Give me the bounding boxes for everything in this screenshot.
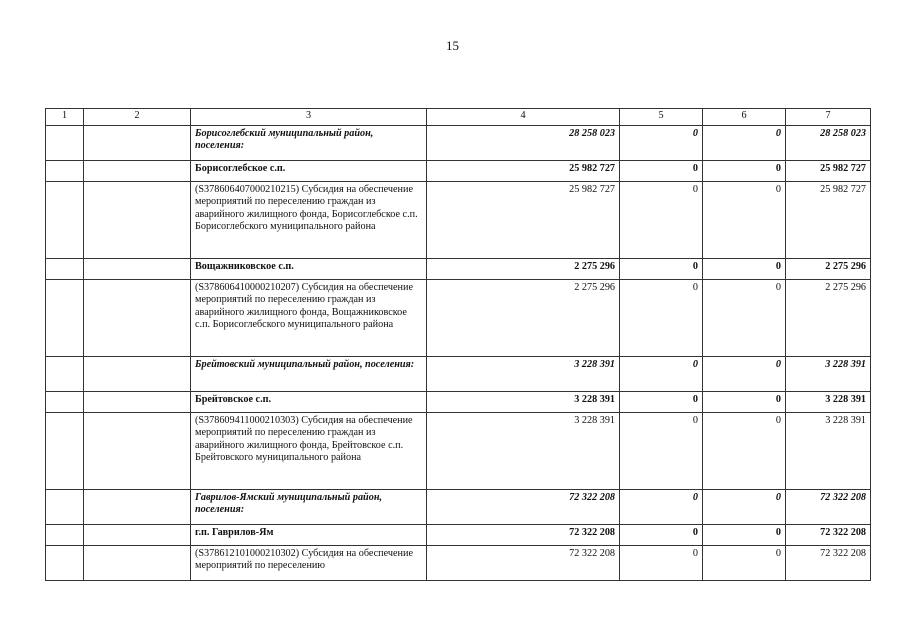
table-row	[46, 182, 871, 259]
cell-col7-amount: 3 228 391	[786, 392, 871, 413]
table-row	[46, 280, 871, 357]
cell-description: (S378612101000210302) Субсидия на обеспечение мероприятий по переселению	[191, 546, 427, 581]
cell-col5-amount: 0	[620, 413, 703, 490]
cell-col7-amount: 2 275 296	[786, 259, 871, 280]
cell-col1	[46, 392, 84, 413]
cell-col7-amount: 25 982 727	[786, 182, 871, 259]
table-header	[46, 109, 871, 126]
table-body	[46, 126, 871, 581]
cell-col1	[46, 259, 84, 280]
cell-col6-amount: 0	[703, 357, 786, 392]
cell-description: (S378606410000210207) Субсидия на обеспечение мероприятий по переселению граждан из аварийного жилищного фонда, Вощажниковское с.п. Борисоглебского муниципального района	[191, 280, 427, 357]
table-row	[46, 392, 871, 413]
cell-col1	[46, 126, 84, 161]
cell-col6-amount: 0	[703, 259, 786, 280]
cell-col7-amount: 72 322 208	[786, 546, 871, 581]
column-header-6: 6	[703, 109, 786, 126]
cell-col6-amount: 0	[703, 182, 786, 259]
cell-col4-amount: 28 258 023	[427, 126, 620, 161]
cell-col2	[84, 392, 191, 413]
table-row	[46, 357, 871, 392]
cell-col4-amount: 3 228 391	[427, 392, 620, 413]
cell-col1	[46, 546, 84, 581]
cell-col7-amount: 72 322 208	[786, 525, 871, 546]
column-header-4: 4	[427, 109, 620, 126]
cell-col5-amount: 0	[620, 161, 703, 182]
cell-col6-amount: 0	[703, 413, 786, 490]
column-header-7: 7	[786, 109, 871, 126]
cell-col5-amount: 0	[620, 259, 703, 280]
cell-col1	[46, 413, 84, 490]
cell-col4-amount: 2 275 296	[427, 259, 620, 280]
cell-col2	[84, 357, 191, 392]
cell-description: Брейтовское с.п.	[191, 392, 427, 413]
cell-col2	[84, 280, 191, 357]
cell-col1	[46, 182, 84, 259]
cell-col2	[84, 525, 191, 546]
cell-description: Борисоглебский муниципальный район, поселения:	[191, 126, 427, 161]
cell-col5-amount: 0	[620, 392, 703, 413]
column-header-2: 2	[84, 109, 191, 126]
budget-table	[45, 108, 871, 581]
cell-col6-amount: 0	[703, 126, 786, 161]
cell-description: (S378606407000210215) Субсидия на обеспечение мероприятий по переселению граждан из аварийного жилищного фонда, Борисоглебское с.п. Борисоглебского муниципального района	[191, 182, 427, 259]
header-row	[46, 109, 871, 126]
cell-col4-amount: 2 275 296	[427, 280, 620, 357]
cell-description: Вощажниковское с.п.	[191, 259, 427, 280]
cell-description: Гаврилов-Ямский муниципальный район, поселения:	[191, 490, 427, 525]
page-number: 15	[446, 38, 459, 53]
table-row	[46, 525, 871, 546]
cell-col4-amount: 72 322 208	[427, 490, 620, 525]
cell-col6-amount: 0	[703, 490, 786, 525]
cell-col5-amount: 0	[620, 525, 703, 546]
cell-col7-amount: 25 982 727	[786, 161, 871, 182]
cell-col7-amount: 72 322 208	[786, 490, 871, 525]
cell-col6-amount: 0	[703, 161, 786, 182]
cell-col6-amount: 0	[703, 525, 786, 546]
cell-col2	[84, 126, 191, 161]
cell-col2	[84, 182, 191, 259]
cell-col6-amount: 0	[703, 280, 786, 357]
cell-description: (S378609411000210303) Субсидия на обеспечение мероприятий по переселению граждан из аварийного жилищного фонда, Брейтовское с.п. Брейтовского муниципального района	[191, 413, 427, 490]
table-row	[46, 413, 871, 490]
cell-col1	[46, 525, 84, 546]
cell-col2	[84, 413, 191, 490]
column-header-1: 1	[46, 109, 84, 126]
cell-col1	[46, 280, 84, 357]
cell-col4-amount: 3 228 391	[427, 357, 620, 392]
table-row	[46, 259, 871, 280]
cell-description: Брейтовский муниципальный район, поселения:	[191, 357, 427, 392]
cell-col5-amount: 0	[620, 126, 703, 161]
table-row	[46, 161, 871, 182]
cell-col1	[46, 490, 84, 525]
cell-col1	[46, 161, 84, 182]
cell-col2	[84, 161, 191, 182]
cell-col5-amount: 0	[620, 182, 703, 259]
cell-col4-amount: 72 322 208	[427, 525, 620, 546]
cell-col6-amount: 0	[703, 546, 786, 581]
cell-col4-amount: 72 322 208	[427, 546, 620, 581]
table-row	[46, 126, 871, 161]
cell-col1	[46, 357, 84, 392]
cell-col2	[84, 546, 191, 581]
cell-col2	[84, 259, 191, 280]
cell-col6-amount: 0	[703, 392, 786, 413]
cell-description: Борисоглебское с.п.	[191, 161, 427, 182]
cell-col5-amount: 0	[620, 546, 703, 581]
cell-col7-amount: 28 258 023	[786, 126, 871, 161]
cell-col5-amount: 0	[620, 357, 703, 392]
cell-col5-amount: 0	[620, 280, 703, 357]
cell-col7-amount: 2 275 296	[786, 280, 871, 357]
cell-description: г.п. Гаврилов-Ям	[191, 525, 427, 546]
cell-col2	[84, 490, 191, 525]
cell-col7-amount: 3 228 391	[786, 413, 871, 490]
cell-col4-amount: 25 982 727	[427, 161, 620, 182]
table-row	[46, 490, 871, 525]
cell-col7-amount: 3 228 391	[786, 357, 871, 392]
cell-col4-amount: 3 228 391	[427, 413, 620, 490]
column-header-5: 5	[620, 109, 703, 126]
column-header-3: 3	[191, 109, 427, 126]
table-row	[46, 546, 871, 581]
cell-col4-amount: 25 982 727	[427, 182, 620, 259]
cell-col5-amount: 0	[620, 490, 703, 525]
